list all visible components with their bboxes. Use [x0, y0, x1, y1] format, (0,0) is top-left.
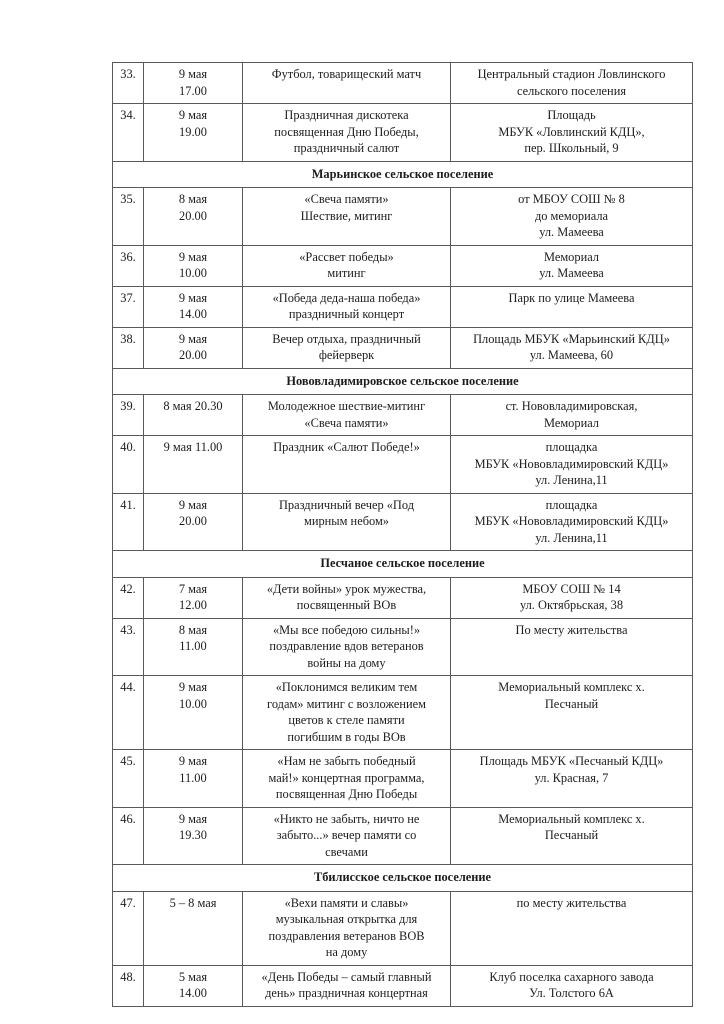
cell-line: музыкальная открытка для [275, 912, 418, 926]
row-place-cell [451, 493, 693, 551]
cell-line: «Никто не забыть, ничто не [273, 811, 420, 826]
cell-line: 11.00 [179, 639, 207, 653]
cell-line: ул. Ленина,11 [535, 530, 608, 545]
row-number-cell: 46. [113, 807, 144, 865]
row-event-cell [243, 577, 451, 618]
section-header-row [113, 368, 693, 395]
row-place-cell [451, 245, 693, 286]
cell-line: «Мы все победою сильны!» [272, 622, 421, 637]
cell-line: 10.00 [179, 696, 207, 711]
cell-line: 20.00 [179, 208, 207, 223]
row-date-cell [144, 245, 243, 286]
cell-line: 10.00 [179, 266, 207, 280]
row-event-cell [243, 104, 451, 162]
row-place-cell [451, 577, 693, 618]
row-event-cell [243, 750, 451, 808]
cell-line: Мемориальный комплекс х. [498, 680, 645, 694]
row-date-cell [144, 395, 243, 436]
cell-line: май!» концертная программа, [268, 770, 425, 785]
cell-line: 9 мая [178, 108, 208, 122]
row-place-cell [451, 436, 693, 494]
cell-line: 12.00 [179, 598, 207, 612]
table-row [113, 807, 693, 865]
cell-line: Вечер отдыха, праздничный [272, 331, 421, 346]
cell-line: «День Победы – самый главный [261, 969, 432, 984]
cell-line: 8 мая 20.30 [163, 399, 223, 413]
row-number-cell: 44. [113, 676, 144, 750]
cell-line: «Свеча памяти» [304, 415, 389, 430]
row-number-cell: 45. [113, 750, 144, 808]
cell-line: ул. Красная, 7 [534, 770, 609, 785]
row-event-cell [243, 286, 451, 327]
row-event-cell [243, 965, 451, 1006]
cell-line: «Свеча памяти» [304, 192, 389, 206]
cell-line: Мемориал [543, 249, 599, 264]
cell-line: Песчаный [544, 696, 599, 711]
cell-line: Мемориальный комплекс х. [498, 811, 645, 826]
cell-line: Праздник «Салют Победе!» [273, 440, 420, 454]
cell-line: «Нам не забыть победный [277, 754, 416, 768]
row-number-cell: 41. [113, 493, 144, 551]
row-place-cell [451, 807, 693, 865]
table-row [113, 577, 693, 618]
cell-line: от МБОУ СОШ № 8 [518, 192, 625, 206]
row-number-cell: 47. [113, 891, 144, 965]
table-row [113, 965, 693, 1006]
row-date-cell [144, 676, 243, 750]
row-place-cell [451, 965, 693, 1006]
row-date-cell [144, 577, 243, 618]
cell-line: «Поклонимся великим тем [275, 680, 418, 694]
row-event-cell [243, 63, 451, 104]
cell-line: сельского поселения [516, 83, 627, 98]
row-place-cell [451, 750, 693, 808]
cell-line: Песчаный [544, 828, 599, 842]
row-number-cell: 40. [113, 436, 144, 494]
cell-line: «Дети войны» урок мужества, [266, 581, 427, 596]
row-date-cell [144, 750, 243, 808]
cell-line: посвященная Дню Победы [275, 787, 418, 801]
cell-line: ст. Нововладимировская, [505, 399, 638, 413]
row-place-cell [451, 104, 693, 162]
cell-line: 8 мая [178, 622, 208, 637]
cell-line: Площадь [547, 108, 596, 122]
row-event-cell [243, 807, 451, 865]
cell-line: поздравления ветеранов ВОВ [268, 928, 425, 943]
cell-line: 9 мая 11.00 [163, 440, 223, 454]
cell-line: посвященная Дню Победы, [274, 124, 419, 139]
cell-line: 14.00 [179, 986, 207, 1000]
cell-line: пер. Школьный, 9 [524, 141, 619, 155]
cell-line: ул. Ленина,11 [535, 473, 608, 487]
row-place-cell [451, 676, 693, 750]
row-event-cell [243, 891, 451, 965]
cell-line: Шествие, митинг [300, 208, 393, 223]
cell-line: забыто...» вечер памяти со [276, 828, 417, 842]
cell-line: 8 мая [178, 192, 208, 206]
row-place-cell [451, 891, 693, 965]
cell-line: Парк по улице Мамеева [508, 290, 635, 305]
cell-line: 9 мая [178, 497, 208, 512]
schedule-table [112, 62, 693, 1007]
table-row [113, 891, 693, 965]
cell-line: Клуб поселка сахарного завода [489, 969, 654, 984]
cell-line: по месту жительства [516, 895, 627, 910]
section-header-title: Песчаное сельское поселение [113, 551, 693, 578]
table-row [113, 395, 693, 436]
row-place-cell [451, 327, 693, 368]
cell-line: Праздничная дискотека [284, 108, 409, 122]
table-row [113, 676, 693, 750]
cell-line: 14.00 [179, 307, 207, 321]
cell-line: ул. Мамеева, 60 [529, 348, 614, 362]
row-date-cell [144, 286, 243, 327]
cell-line: 9 мая [178, 290, 208, 305]
row-number-cell: 42. [113, 577, 144, 618]
row-place-cell [451, 395, 693, 436]
cell-line: до мемориала [534, 208, 609, 223]
cell-line: Площадь МБУК «Песчаный КДЦ» [479, 754, 664, 768]
cell-line: праздничный салют [293, 141, 400, 155]
cell-line: Праздничный вечер «Под [278, 497, 415, 512]
cell-line: По месту жительства [515, 622, 628, 637]
cell-line: 9 мая [178, 249, 208, 264]
row-number-cell: 43. [113, 618, 144, 676]
cell-line: погибшим в годы ВОв [287, 729, 406, 744]
table-row [113, 618, 693, 676]
cell-line: 20.00 [179, 348, 207, 362]
cell-line: Молодежное шествие-митинг [267, 399, 426, 413]
table-row [113, 63, 693, 104]
cell-line: праздничный концерт [288, 307, 405, 321]
cell-line: МБУК «Нововладимировский КДЦ» [474, 456, 669, 471]
cell-line: войны на дому [307, 655, 386, 670]
table-row [113, 245, 693, 286]
section-header-row [113, 865, 693, 892]
row-date-cell [144, 104, 243, 162]
schedule-sheet [112, 62, 692, 1007]
row-date-cell [144, 493, 243, 551]
cell-line: 11.00 [179, 770, 207, 785]
cell-line: 19.00 [179, 124, 207, 139]
table-row [113, 104, 693, 162]
table-row [113, 493, 693, 551]
cell-line: на дому [325, 945, 368, 959]
row-date-cell [144, 965, 243, 1006]
row-place-cell [451, 63, 693, 104]
cell-line: день» праздничная концертная [265, 986, 428, 1000]
cell-line: 5 – 8 мая [169, 895, 217, 910]
cell-line: Футбол, товарищеский матч [271, 67, 422, 81]
row-date-cell [144, 436, 243, 494]
row-event-cell [243, 327, 451, 368]
cell-line: площадка [545, 440, 598, 454]
section-header-title: Тбилисское сельское поселение [113, 865, 693, 892]
cell-line: Ул. Толстого 6А [529, 986, 614, 1000]
row-event-cell [243, 618, 451, 676]
cell-line: мирным небом» [304, 514, 389, 528]
cell-line: 7 мая [178, 581, 208, 596]
table-row [113, 327, 693, 368]
row-event-cell [243, 245, 451, 286]
table-row [113, 750, 693, 808]
table-row [113, 436, 693, 494]
cell-line: 17.00 [179, 83, 207, 98]
row-number-cell: 36. [113, 245, 144, 286]
cell-line: ул. Мамеева [539, 225, 604, 239]
row-number-cell: 33. [113, 63, 144, 104]
cell-line: 9 мая [178, 754, 208, 768]
cell-line: 20.00 [179, 514, 207, 528]
row-number-cell: 37. [113, 286, 144, 327]
cell-line: Центральный стадион Ловлинского [477, 67, 666, 81]
row-place-cell [451, 618, 693, 676]
section-header-title: Марьинское сельское поселение [113, 161, 693, 188]
row-number-cell: 35. [113, 188, 144, 246]
cell-line: МБУК «Ловлинский КДЦ», [498, 124, 645, 139]
cell-line: митинг [327, 266, 366, 280]
row-date-cell [144, 188, 243, 246]
cell-line: 9 мая [178, 67, 208, 81]
cell-line: свечами [325, 844, 368, 859]
row-number-cell: 38. [113, 327, 144, 368]
table-row [113, 286, 693, 327]
row-date-cell [144, 807, 243, 865]
cell-line: Мемориал [543, 415, 599, 430]
row-event-cell [243, 493, 451, 551]
cell-line: ул. Мамеева [539, 266, 604, 280]
cell-line: 19.30 [179, 828, 207, 842]
cell-line: посвященный ВОв [296, 598, 397, 612]
row-event-cell [243, 188, 451, 246]
table-row [113, 188, 693, 246]
row-place-cell [451, 188, 693, 246]
schedule-table-body [113, 63, 693, 1007]
cell-line: годам» митинг с возложением [267, 696, 426, 711]
cell-line: площадка [545, 497, 598, 512]
row-date-cell [144, 63, 243, 104]
cell-line: МБУК «Нововладимировский КДЦ» [474, 514, 669, 528]
row-number-cell: 39. [113, 395, 144, 436]
section-header-row [113, 551, 693, 578]
cell-line: «Победа деда-наша победа» [272, 290, 421, 305]
row-event-cell [243, 676, 451, 750]
cell-line: ул. Октябрьская, 38 [519, 598, 624, 612]
row-date-cell [144, 327, 243, 368]
cell-line: поздравление вдов ветеранов [269, 639, 424, 653]
row-date-cell [144, 618, 243, 676]
row-place-cell [451, 286, 693, 327]
cell-line: «Рассвет победы» [299, 249, 394, 264]
section-header-row [113, 161, 693, 188]
cell-line: «Вехи памяти и славы» [284, 895, 409, 910]
cell-line: МБОУ СОШ № 14 [522, 581, 621, 596]
row-date-cell [144, 891, 243, 965]
cell-line: цветов к стеле памяти [288, 713, 405, 727]
cell-line: 5 мая [178, 969, 208, 984]
cell-line: фейерверк [318, 348, 375, 362]
row-number-cell: 34. [113, 104, 144, 162]
row-event-cell [243, 436, 451, 494]
cell-line: 9 мая [178, 331, 208, 346]
cell-line: Площадь МБУК «Марьинский КДЦ» [473, 331, 670, 346]
row-event-cell [243, 395, 451, 436]
cell-line: 9 мая [178, 811, 208, 826]
row-number-cell: 48. [113, 965, 144, 1006]
cell-line: 9 мая [178, 680, 208, 694]
section-header-title: Нововладимировское сельское поселение [113, 368, 693, 395]
